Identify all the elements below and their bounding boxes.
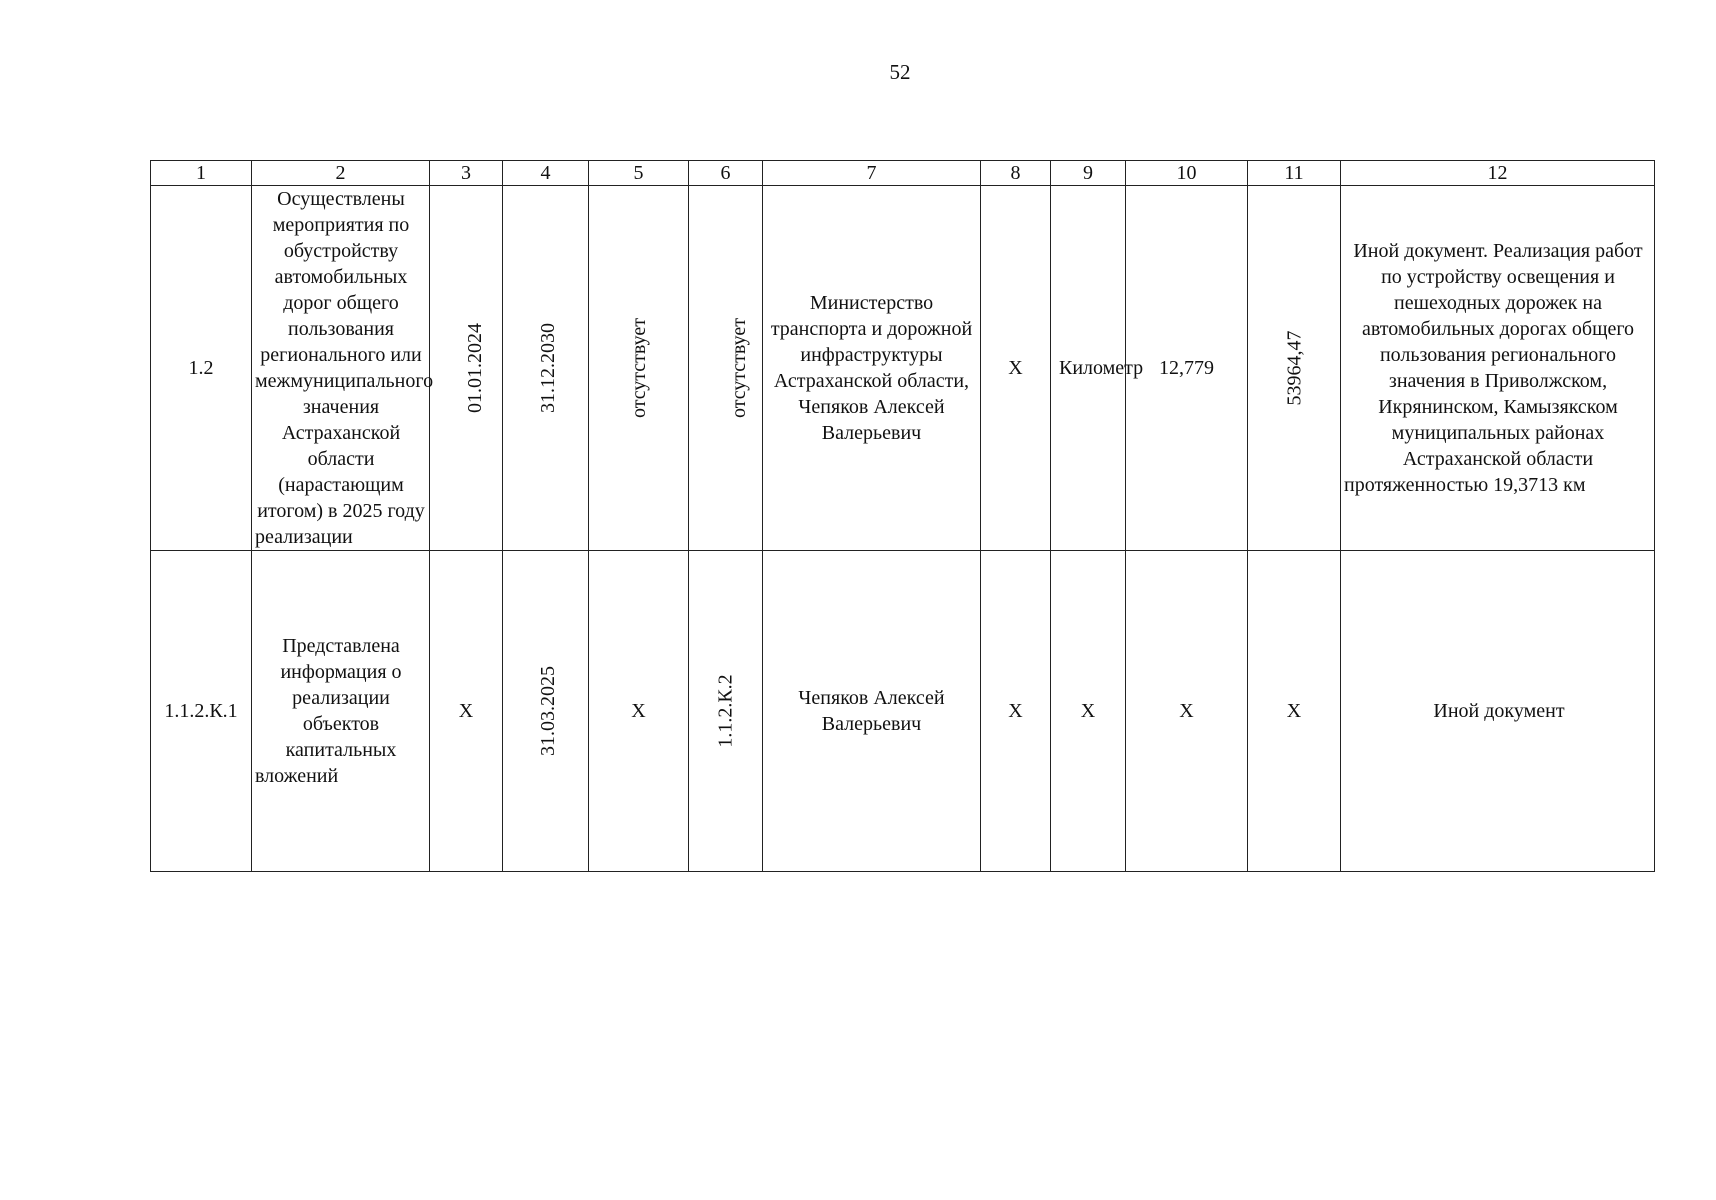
result-description: Осуществлены мероприятия по обустройству автомобильных дорог общего пользования регионального или межмуниципального значения Астраханской области (нарастающим итогом) в 2025 году реализации <box>252 186 430 551</box>
end-date-cell <box>503 186 589 551</box>
column-header: 7 <box>763 161 981 186</box>
base-value: 12,779 <box>1126 186 1248 551</box>
row-number: 1.2 <box>151 186 252 551</box>
unit-of-measure: Километр <box>1051 186 1126 551</box>
document-description: Иной документ. Реализация работ по устройству освещения и пешеходных дорожек на автомобильных дорогах общего пользования регионального значения в Приволжском, Икрянинском, Камызякском муниципальных районах Астраханской области протяженностью 19,3713 км <box>1341 186 1655 551</box>
page-number: 52 <box>889 60 911 84</box>
end-date: 31.03.2025 <box>537 666 559 756</box>
cell-x: X <box>1248 551 1341 872</box>
cell-x: X <box>981 186 1051 551</box>
successor-cell <box>689 551 763 872</box>
cell-x: X <box>981 551 1051 872</box>
column-header: 3 <box>430 161 503 186</box>
successor-cell <box>689 186 763 551</box>
table-row <box>151 186 1655 551</box>
cell-x: X <box>589 551 689 872</box>
start-date-cell <box>430 186 503 551</box>
end-date: 31.12.2030 <box>537 323 559 413</box>
result-description: Представлена информация о реализации объектов капитальных вложений <box>252 551 430 872</box>
amount: 53964,47 <box>1283 330 1305 406</box>
column-header: 12 <box>1341 161 1655 186</box>
responsible: Чепяков Алексей Валерьевич <box>763 551 981 872</box>
responsible: Министерство транспорта и дорожной инфраструктуры Астраханской области, Чепяков Алексей Валерьевич <box>763 186 981 551</box>
start-date: 01.01.2024 <box>464 323 486 413</box>
table-header-row <box>151 161 1655 186</box>
amount-cell <box>1248 186 1341 551</box>
predecessor: отсутствует <box>628 317 651 419</box>
results-table <box>150 160 1655 872</box>
cell-x: X <box>1051 551 1126 872</box>
row-number: 1.1.2.К.1 <box>151 551 252 872</box>
column-header: 2 <box>252 161 430 186</box>
end-date-cell <box>503 551 589 872</box>
cell-x: X <box>1126 551 1248 872</box>
predecessor-cell <box>589 186 689 551</box>
column-header: 11 <box>1248 161 1341 186</box>
column-header: 5 <box>589 161 689 186</box>
table-row <box>151 551 1655 872</box>
column-header: 10 <box>1126 161 1248 186</box>
column-header: 1 <box>151 161 252 186</box>
column-header: 8 <box>981 161 1051 186</box>
document-description: Иной документ <box>1341 551 1655 872</box>
column-header: 6 <box>689 161 763 186</box>
column-header: 9 <box>1051 161 1126 186</box>
column-header: 4 <box>503 161 589 186</box>
cell-x: X <box>430 551 503 872</box>
successor: отсутствует <box>728 317 751 419</box>
successor: 1.1.2.К.2 <box>714 674 737 748</box>
